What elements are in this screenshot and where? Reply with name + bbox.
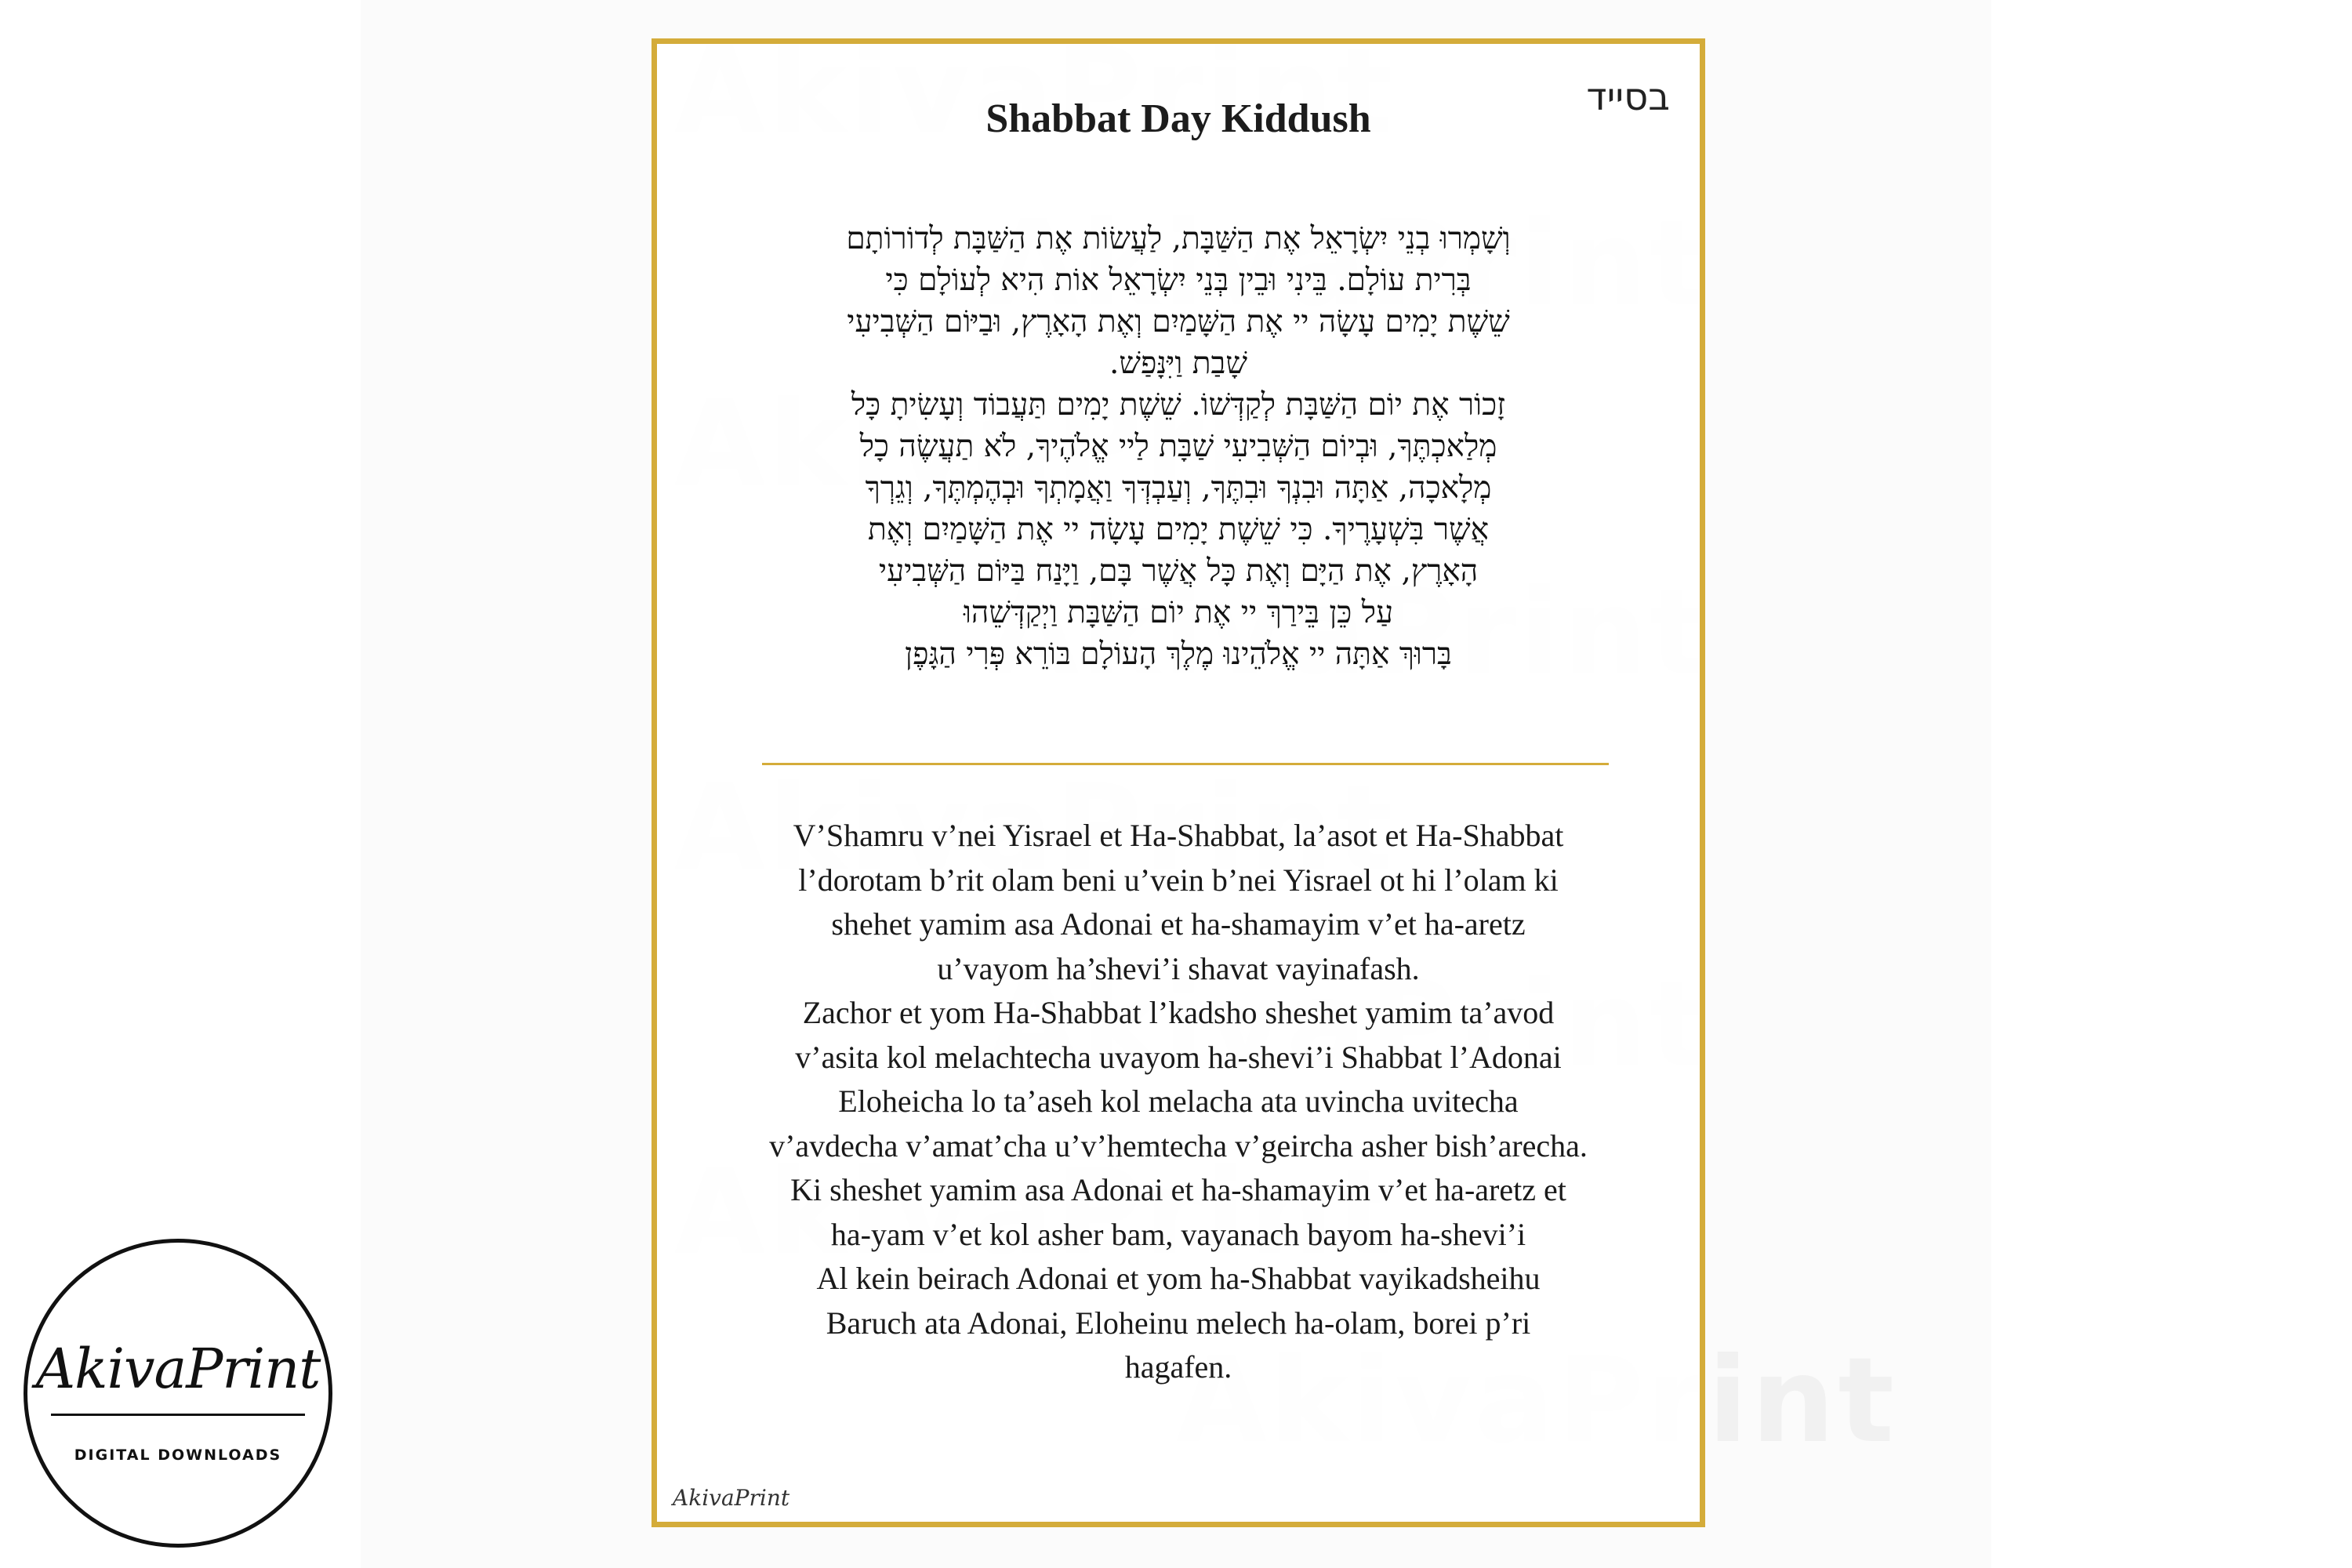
transliteration-text: [743, 814, 1613, 1390]
section-divider: [762, 763, 1609, 765]
transliteration-line: Eloheicha lo ta’aseh kol melacha ata uvincha uvitecha: [838, 1083, 1519, 1119]
transliteration-line: u’vayom ha’shevi’i shavat vayinafash.: [937, 950, 1420, 986]
hebrew-line: מְלָאכָה, אַתָּה וּבִנְךָ וּבִתֶּךָ, וְעַבְדְּךָ וַאֲמָתְךָ וּבְהֶמְתֶּךָ, וְגֵרְךָ: [865, 470, 1492, 506]
document-title: Shabbat Day Kiddush: [985, 96, 1371, 141]
transliteration-line: ha-yam v’et kol asher bam, vayanach bayom ha-shevi’i: [830, 1216, 1526, 1252]
bsd-header: בסייד: [1586, 75, 1670, 119]
transliteration-line: Zachor et yom Ha-Shabbat l’kadsho sheshet yamim ta’avod: [802, 995, 1555, 1030]
logo-underline: [51, 1414, 305, 1416]
logo-subtitle: DIGITAL DOWNLOADS: [74, 1446, 282, 1464]
hebrew-line: וְשָׁמְרוּ בְנֵי יִשְׂרָאֵל אֶת הַשַּׁבָּת, לַעֲשׂוֹת אֶת הַשַּׁבָּת לְדוֹרוֹתָם: [846, 221, 1511, 256]
transliteration-line: shehet yamim asa Adonai et ha-shamayim v’et ha-aretz: [831, 906, 1526, 942]
signature-mark: AkivaPrint: [673, 1485, 790, 1511]
hebrew-line: הָאָרֶץ, אֶת הַיָּם וְאֶת כָּל אֲשֶׁר בָּם, וַיָּנַח בַּיּוֹם הַשְּׁבִיעִי: [878, 554, 1479, 589]
hebrew-line: עַל כֵּן בֵּירַךְ יי אֶת יוֹם הַשַּׁבָּת וַיְקַדְּשֵׁהוּ: [963, 595, 1394, 630]
transliteration-line: l’dorotam b’rit olam beni u’vein b’nei Yisrael ot hi l’olam ki: [798, 862, 1559, 898]
transliteration-line: Al kein beirach Adonai et yom ha-Shabbat vayikadsheihu: [816, 1261, 1541, 1296]
logo-script: AkivaPrint: [35, 1337, 321, 1401]
hebrew-line: בְּרִית עוֹלָם. בֵּינִי וּבֵין בְּנֵי יִשְׂרָאֵל אוֹת הִיא לְעוֹלָם כִּי: [885, 263, 1472, 298]
hebrew-line: מְלַאכְתֶּךָ, וּבְיוֹם הַשְּׁבִיעִי שַׁבָּת לַיי אֱלֹהֶיךָ, לֹא תַעֲשֶׂה כָל: [859, 429, 1497, 464]
transliteration-line: hagafen.: [1124, 1349, 1232, 1385]
transliteration-line: v’avdecha v’amat’cha u’v’hemtecha v’geircha asher bish’arecha.: [769, 1127, 1588, 1163]
hebrew-line: זָכוֹר אֶת יוֹם הַשַּׁבָּת לְקַדְּשׁוֹ. שֵׁשֶׁת יָמִים תַּעֲבוֹד וְעָשִׂיתָ כָּל: [851, 387, 1506, 423]
transliteration-line: Ki sheshet yamim asa Adonai et ha-shamayim v’et ha-aretz et: [790, 1172, 1566, 1207]
transliteration-line: v’asita kol melachtecha uvayom ha-shevi’i Shabbat l’Adonai: [795, 1039, 1562, 1075]
hebrew-line: בָּרוּךְ אַתָּה יי אֱלֹהֵינוּ מֶלֶךְ הָעוֹלָם בּוֹרֵא פְּרִי הַגָּפֶן: [905, 637, 1452, 672]
hebrew-line: שֵׁשֶׁת יָמִים עָשָׂה יי אֶת הַשָּׁמַיִם וְאֶת הָאָרֶץ, וּבַיּוֹם הַשְּׁבִיעִי: [847, 304, 1510, 339]
hebrew-line: שָׁבַת וַיִּנָּפַשׁ.: [1109, 346, 1247, 381]
transliteration-line: V’Shamru v’nei Yisrael et Ha-Shabbat, la’asot et Ha-Shabbat: [793, 818, 1564, 853]
kiddush-document: [652, 38, 1705, 1527]
brand-logo: [24, 1239, 332, 1548]
hebrew-text: [775, 218, 1582, 675]
hebrew-line: אֲשֶׁר בִּשְׁעָרֶיךָ. כִּי שֵׁשֶׁת יָמִים עָשָׂה יי אֶת הַשָּׁמַיִם וְאֶת: [867, 512, 1490, 547]
transliteration-line: Baruch ata Adonai, Eloheinu melech ha-olam, borei p’ri: [826, 1305, 1531, 1341]
